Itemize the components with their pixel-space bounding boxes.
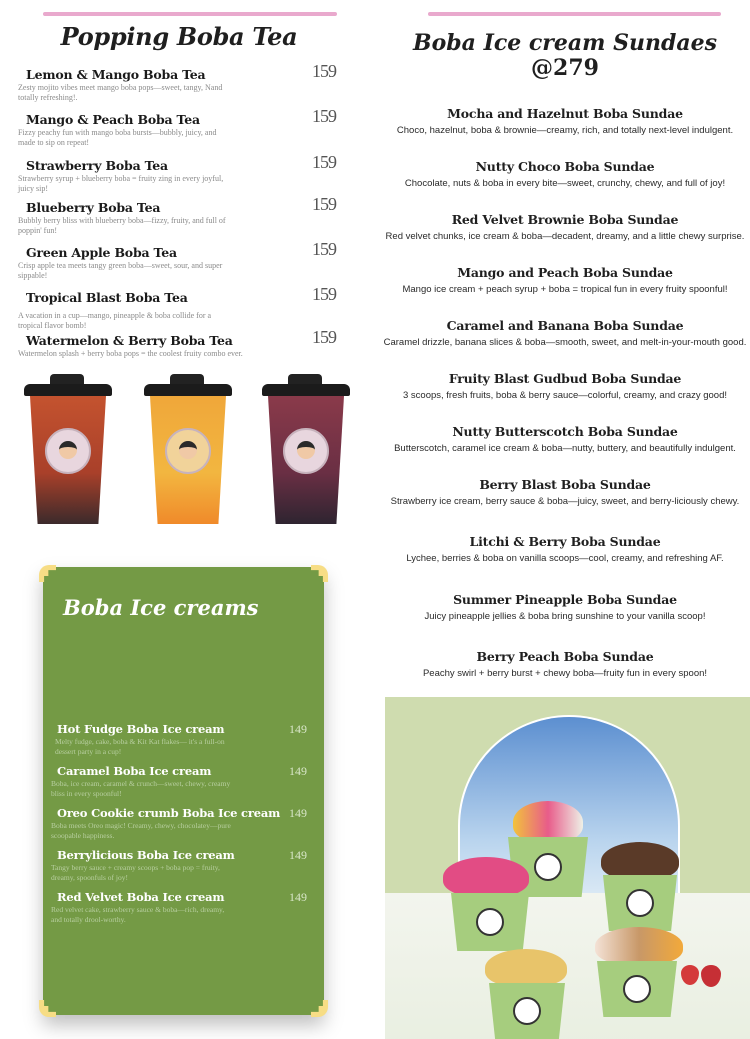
item-name: Hot Fudge Boba Ice cream xyxy=(57,722,225,736)
item-description: Juicy pineapple jellies & boba bring sunshine to your vanilla scoop! xyxy=(424,611,706,622)
mascot-badge-icon xyxy=(626,889,654,917)
item-name: Caramel Boba Ice cream xyxy=(57,764,212,778)
scoop xyxy=(513,801,583,843)
item-name: Berry Blast Boba Sundae xyxy=(479,477,651,492)
item-description: Choco, hazelnut, boba & brownie—creamy, rich, and totally next-level indulgent. xyxy=(396,125,734,136)
sundae-item xyxy=(380,534,750,564)
item-description: Chocolate, nuts & boba in every bite—sweet, crunchy, chewy, and full of joy! xyxy=(404,178,726,189)
item-price: 149 xyxy=(289,764,307,778)
sundae-photo xyxy=(385,697,750,1039)
item-name: Lemon & Mango Boba Tea xyxy=(26,67,206,82)
cup-purple xyxy=(260,370,352,525)
sundae-tub xyxy=(603,875,677,931)
item-description: Strawberry ice cream, berry sauce & boba—juicy, sweet, and berry-liciously chewy. xyxy=(390,496,740,507)
corner-decoration xyxy=(39,1000,56,1017)
corner-decoration xyxy=(311,1000,328,1017)
item-description: Caramel drizzle, banana slices & boba—smooth, sweet, and melt-in-your-mouth good. xyxy=(383,337,747,348)
sundae-item xyxy=(380,159,750,189)
item-name: Red Velvet Brownie Boba Sundae xyxy=(451,212,679,227)
menu-item xyxy=(51,764,313,799)
item-price: 159 xyxy=(312,106,336,126)
scoop xyxy=(595,927,683,965)
cup-orange xyxy=(142,370,234,525)
item-description: Boba meets Oreo magic! Creamy, chewy, chocolatey—pure scoopable happiness. xyxy=(51,821,231,840)
item-description: Crisp apple tea meets tangy green boba—sweet, sour, and super sippable! xyxy=(18,261,223,280)
item-name: Berrylicious Boba Ice cream xyxy=(57,848,235,862)
item-name: Nutty Choco Boba Sundae xyxy=(475,159,655,174)
item-price: 159 xyxy=(312,239,336,259)
item-name: Berry Peach Boba Sundae xyxy=(476,649,654,664)
cup-lid xyxy=(144,384,232,396)
item-description: Peachy swirl + berry burst + chewy boba—fruity fun in every spoon! xyxy=(422,668,708,679)
item-description: Butterscotch, caramel ice cream & boba—nutty, buttery, and beautifully indulgent. xyxy=(394,443,736,454)
divider-bar-left xyxy=(43,12,337,16)
cup-logo-icon xyxy=(45,428,91,474)
item-name: Mocha and Hazelnut Boba Sundae xyxy=(447,106,683,121)
mascot-face-icon xyxy=(59,441,77,459)
menu-item xyxy=(18,106,348,148)
menu-item xyxy=(18,152,348,194)
item-description: Melty fudge, cake, boba & Kit Kat flakes— it's a full-on dessert party in a cup! xyxy=(55,737,225,756)
item-description: Mango ice cream + peach syrup + boba = tropical fun in every fruity spoonful! xyxy=(402,284,728,295)
item-name: Summer Pineapple Boba Sundae xyxy=(453,592,677,607)
item-description: Strawberry syrup + blueberry boba = fruity zing in every joyful, juicy sip! xyxy=(18,174,224,193)
menu-item xyxy=(51,722,313,757)
sundae-item xyxy=(380,371,750,401)
item-description: Red velvet cake, strawberry sauce & boba—rich, dreamy, and totally drool-worthy. xyxy=(51,905,225,924)
item-description: Lychee, berries & boba on vanilla scoops—cool, creamy, and refreshing AF. xyxy=(406,553,724,564)
menu-item xyxy=(18,194,348,236)
item-name: Mango and Peach Boba Sundae xyxy=(457,265,673,280)
menu-item xyxy=(51,806,313,841)
scoop xyxy=(485,949,567,987)
mascot-badge-icon xyxy=(476,908,504,936)
item-name: Oreo Cookie crumb Boba Ice cream xyxy=(57,806,281,820)
item-name: Watermelon & Berry Boba Tea xyxy=(26,333,233,348)
item-name: Fruity Blast Gudbud Boba Sundae xyxy=(448,371,682,386)
item-name: Tropical Blast Boba Tea xyxy=(26,290,188,305)
item-description: Boba, ice cream, caramel & crunch—sweet, chewy, creamy bliss in every spoonful! xyxy=(51,779,231,798)
item-name: Nutty Butterscotch Boba Sundae xyxy=(452,424,678,439)
mascot-badge-icon xyxy=(513,997,541,1025)
mascot-face-icon xyxy=(179,441,197,459)
item-description: Watermelon splash + berry boba pops = the coolest fruity combo ever. xyxy=(18,349,243,358)
item-description: Tangy berry sauce + creamy scoops + boba pop = fruity, dreamy, spoonfuls of joy! xyxy=(51,863,220,882)
cup-red xyxy=(22,370,114,525)
item-price: 149 xyxy=(289,848,307,862)
sundae-item xyxy=(380,477,750,507)
sundae-item xyxy=(380,106,750,136)
sundae-tub xyxy=(451,893,529,951)
sundaes-title-price: @279 xyxy=(531,55,599,81)
item-price: 159 xyxy=(312,327,336,347)
item-description: Fizzy peachy fun with mango boba bursts—bubbly, juicy, and made to sip on repeat! xyxy=(18,128,217,147)
item-description: Zesty mojito vibes meet mango boba pops—sweet, tangy, Nand totally refreshing!. xyxy=(18,83,223,102)
item-name: Caramel and Banana Boba Sundae xyxy=(446,318,684,333)
sundaes-title-line1: Boba Ice cream Sundaes xyxy=(413,30,717,56)
boba-cups-image xyxy=(22,370,357,530)
item-description: A vacation in a cup—mango, pineapple & boba collide for a tropical flavor bomb! xyxy=(18,311,212,330)
item-name: Litchi & Berry Boba Sundae xyxy=(469,534,661,549)
popping-boba-title: Popping Boba Tea xyxy=(60,22,298,51)
menu-item xyxy=(18,239,348,281)
sundae-item xyxy=(380,212,750,242)
cup-logo-icon xyxy=(283,428,329,474)
item-name: Red Velvet Boba Ice cream xyxy=(57,890,225,904)
item-price: 149 xyxy=(289,806,307,820)
sundae-item xyxy=(380,318,750,348)
sundae-tub xyxy=(489,983,565,1039)
sundae-item xyxy=(380,592,750,622)
item-description: Red velvet chunks, ice cream & boba—decadent, dreamy, and a little chewy surprise. xyxy=(385,231,745,242)
scoop xyxy=(443,857,529,897)
menu-item xyxy=(51,848,313,883)
mascot-badge-icon xyxy=(623,975,651,1003)
item-name: Green Apple Boba Tea xyxy=(26,245,177,260)
item-price: 149 xyxy=(289,722,307,736)
item-name: Blueberry Boba Tea xyxy=(26,200,161,215)
sundae-item xyxy=(380,424,750,454)
menu-item xyxy=(51,890,313,925)
ice-cream-title: Boba Ice creams xyxy=(63,595,259,620)
sundae-tub xyxy=(597,961,677,1017)
cup-lid xyxy=(24,384,112,396)
scoop xyxy=(601,842,679,880)
mascot-face-icon xyxy=(297,441,315,459)
item-name: Strawberry Boba Tea xyxy=(26,158,168,173)
item-price: 159 xyxy=(312,61,336,81)
item-price: 159 xyxy=(312,194,336,214)
item-name: Mango & Peach Boba Tea xyxy=(26,112,200,127)
item-price: 159 xyxy=(312,152,336,172)
sundae-item xyxy=(380,265,750,295)
item-description: 3 scoops, fresh fruits, boba & berry sauce—colorful, creamy, and crazy good! xyxy=(402,390,728,401)
ice-cream-card xyxy=(43,567,324,1015)
menu-item xyxy=(18,284,348,331)
cup-lid xyxy=(262,384,350,396)
item-price: 159 xyxy=(312,284,336,304)
corner-decoration xyxy=(311,565,328,582)
menu-item xyxy=(18,327,348,359)
corner-decoration xyxy=(39,565,56,582)
item-price: 149 xyxy=(289,890,307,904)
menu-item xyxy=(18,61,348,103)
sundaes-title xyxy=(385,31,745,81)
cup-logo-icon xyxy=(165,428,211,474)
sundae-item xyxy=(380,649,750,679)
mascot-badge-icon xyxy=(534,853,562,881)
divider-bar-right xyxy=(428,12,721,16)
item-description: Bubbly berry bliss with blueberry boba—fizzy, fruity, and full of poppin' fun! xyxy=(18,216,226,235)
